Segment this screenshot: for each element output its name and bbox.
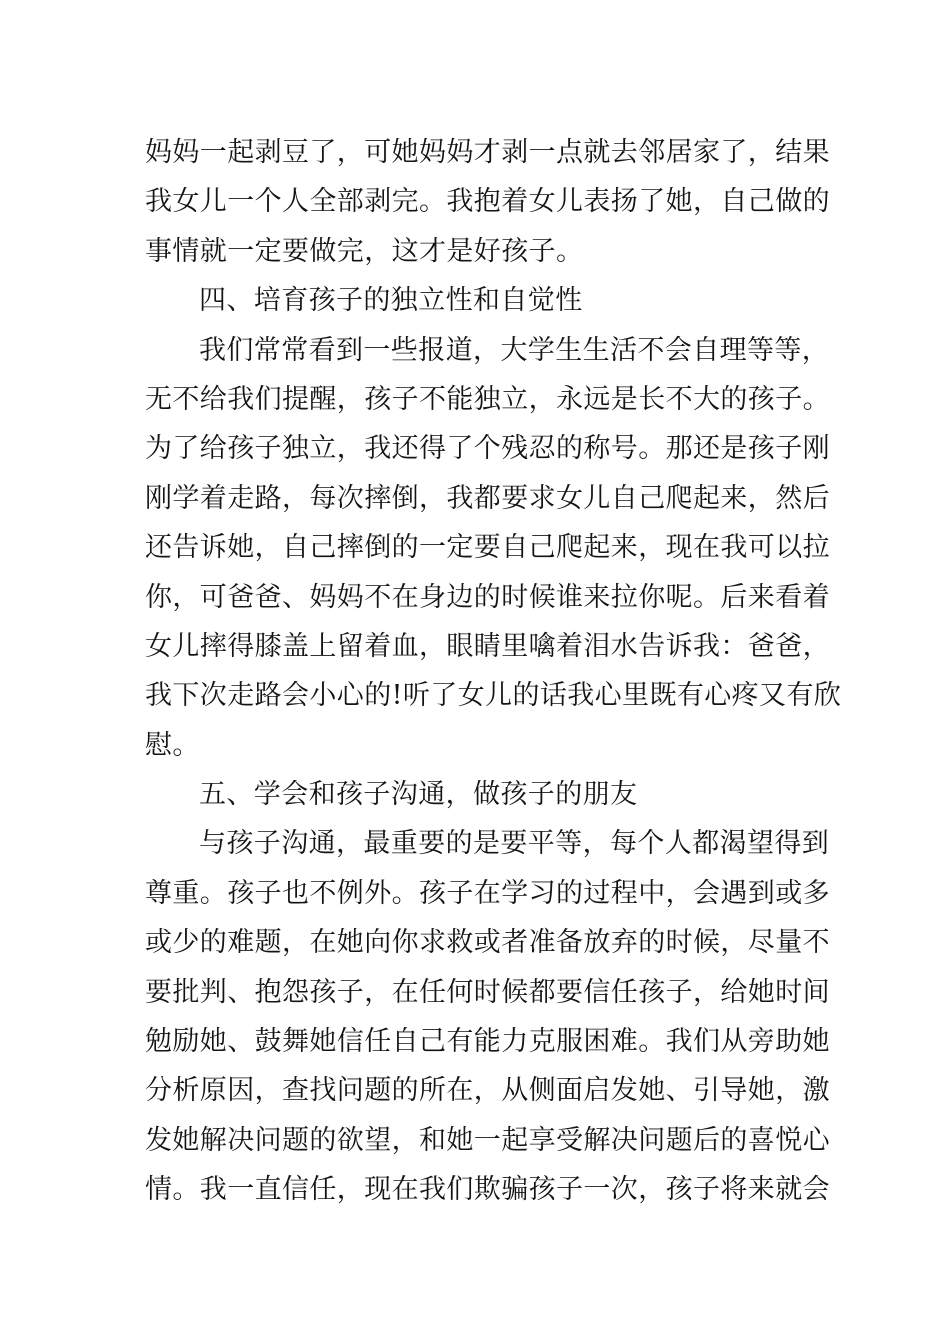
paragraph-line: 或少的难题，在她向你求救或者准备放弃的时候，尽量不: [145, 927, 830, 959]
paragraph-line: 要批判、抱怨孩子，在任何时候都要信任孩子，给她时间: [145, 976, 830, 1008]
paragraph-line-indented: 我们常常看到一些报道，大学生生活不会自理等等，: [199, 334, 830, 366]
paragraph-line: 分析原因，查找问题的所在，从侧面启发她、引导她，激: [145, 1075, 830, 1107]
paragraph-line: 慰。: [145, 729, 200, 761]
paragraph-line: 事情就一定要做完，这才是好孩子。: [145, 235, 584, 267]
paragraph-line: 你，可爸爸、妈妈不在身边的时候谁来拉你呢。后来看着: [145, 581, 830, 613]
paragraph-line: 女儿摔得膝盖上留着血，眼睛里噙着泪水告诉我：爸爸，: [145, 630, 830, 662]
paragraph-line: 我下次走路会小心的!听了女儿的话我心里既有心疼又有欣: [145, 680, 842, 712]
paragraph-line: 勉励她、鼓舞她信任自己有能力克服困难。我们从旁助她: [145, 1026, 830, 1058]
paragraph-line-indented: 与孩子沟通，最重要的是要平等，每个人都渴望得到: [199, 828, 830, 860]
paragraph-line: 还告诉她，自己摔倒的一定要自己爬起来，现在我可以拉: [145, 532, 830, 564]
paragraph-line: 发她解决问题的欲望，和她一起享受解决问题后的喜悦心: [145, 1124, 830, 1156]
paragraph-line: 尊重。孩子也不例外。孩子在学习的过程中，会遇到或多: [145, 877, 830, 909]
paragraph-line: 为了给孩子独立，我还得了个残忍的称号。那还是孩子刚: [145, 433, 830, 465]
paragraph-line: 情。我一直信任，现在我们欺骗孩子一次，孩子将来就会: [145, 1174, 830, 1206]
paragraph-line-indented: 四、培育孩子的独立性和自觉性: [199, 285, 583, 317]
paragraph-line-indented: 五、学会和孩子沟通，做孩子的朋友: [199, 779, 638, 811]
paragraph-line: 无不给我们提醒，孩子不能独立，永远是长不大的孩子。: [145, 383, 830, 415]
document-body: [145, 128, 842, 1215]
paragraph-line: 我女儿一个人全部剥完。我抱着女儿表扬了她，自己做的: [145, 186, 830, 218]
paragraph-line: 妈妈一起剥豆了，可她妈妈才剥一点就去邻居家了，结果: [145, 137, 830, 168]
paragraph-line: 刚学着走路，每次摔倒，我都要求女儿自己爬起来，然后: [145, 482, 830, 514]
